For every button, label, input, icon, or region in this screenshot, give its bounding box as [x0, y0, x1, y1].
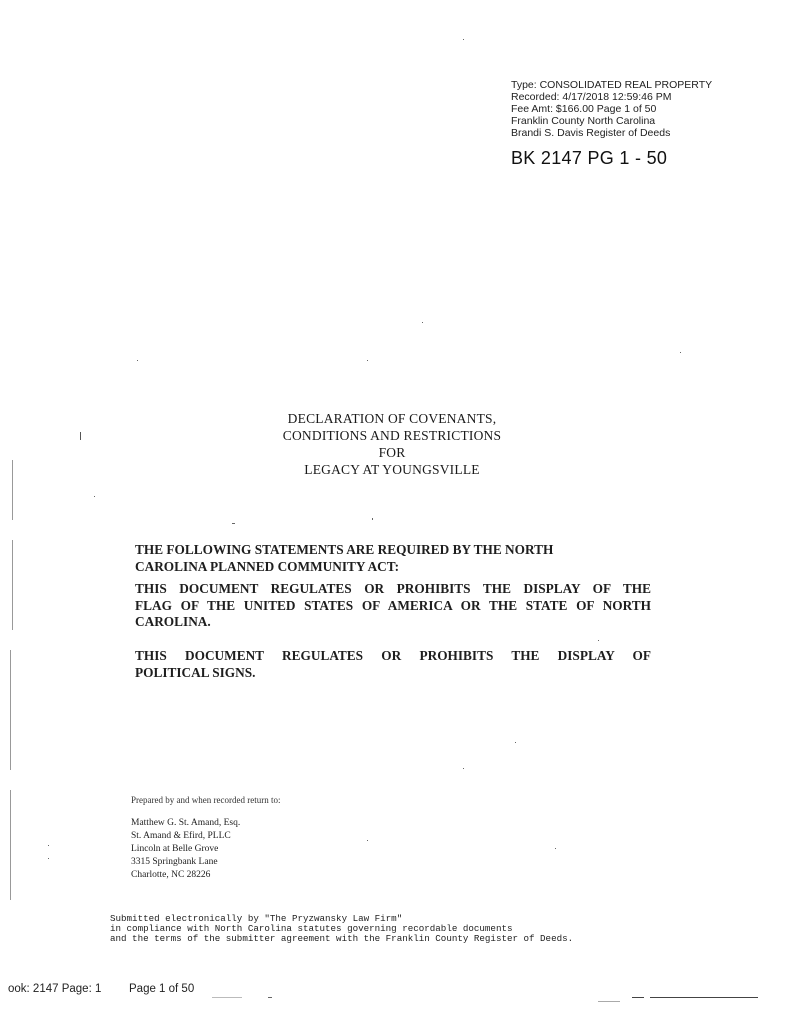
title-line: CONDITIONS AND RESTRICTIONS [282, 428, 502, 443]
scan-edge-line [10, 790, 11, 900]
scan-edge-line [12, 460, 13, 520]
statement-line: CAROLINA PLANNED COMMUNITY ACT: [135, 558, 400, 574]
address-line: Charlotte, NC 28226 [131, 870, 211, 880]
scan-speck [422, 322, 423, 323]
scan-footer-line [632, 997, 644, 998]
required-statements-intro [135, 542, 651, 575]
scan-speck [598, 640, 599, 641]
scan-speck [515, 742, 516, 743]
scan-speck [48, 858, 49, 859]
statement-line: THE FOLLOWING STATEMENTS ARE REQUIRED BY THE NORTH [135, 542, 554, 557]
scan-speck [372, 518, 373, 520]
address-line: Lincoln at Belle Grove [131, 844, 219, 854]
statement-line: FLAG OF THE UNITED STATES OF AMERICA OR THE STATE OF NORTH [135, 597, 651, 613]
scan-speck [232, 523, 235, 524]
flag-statement [135, 581, 651, 631]
scan-speck [598, 1001, 620, 1002]
title-line: FOR [378, 445, 406, 460]
scan-speck [94, 496, 95, 497]
scan-speck [680, 352, 681, 353]
scan-footer-line [650, 997, 758, 998]
statement-line: THIS DOCUMENT REGULATES OR PROHIBITS THE DISPLAY OF [135, 648, 651, 663]
statement-line: CAROLINA. [135, 614, 211, 629]
scan-speck [268, 997, 272, 998]
book-page-reference: BK 2147 PG 1 - 50 [511, 148, 668, 168]
submitter-note [110, 914, 573, 944]
submitter-line: in compliance with North Carolina statutes governing recordable documents [110, 923, 513, 934]
address-line: Matthew G. St. Amand, Esq. [131, 818, 241, 828]
stamp-type: Type: CONSOLIDATED REAL PROPERTY [511, 79, 713, 91]
stamp-register: Brandi S. Davis Register of Deeds [511, 127, 671, 139]
scan-speck [555, 848, 556, 849]
prepared-by-label: Prepared by and when recorded return to: [131, 795, 281, 805]
statement-line: POLITICAL SIGNS. [135, 664, 256, 680]
footer-book-page: ook: 2147 Page: 1 [8, 983, 102, 995]
scan-speck [463, 768, 464, 769]
stamp-county: Franklin County North Carolina [511, 115, 656, 127]
stamp-fee: Fee Amt: $166.00 Page 1 of 50 [511, 103, 657, 115]
address-line: 3315 Springbank Lane [131, 857, 218, 867]
submitter-line: Submitted electronically by "The Pryzwansky Law Firm" [110, 913, 403, 924]
scan-edge-line [12, 540, 13, 630]
statement-line: THIS DOCUMENT REGULATES OR PROHIBITS THE DISPLAY OF THE [135, 581, 651, 596]
scan-speck [367, 840, 368, 841]
return-address [131, 817, 240, 882]
address-line: St. Amand & Efird, PLLC [131, 831, 231, 841]
scan-speck [367, 360, 368, 361]
political-signs-statement [135, 648, 651, 681]
footer-page-of: Page 1 of 50 [129, 983, 195, 995]
title-line: LEGACY AT YOUNGSVILLE [304, 462, 480, 477]
submitter-line: and the terms of the submitter agreement with the Franklin County Register of Deeds. [110, 933, 574, 944]
scan-speck [48, 845, 49, 846]
title-line: DECLARATION OF COVENANTS, [287, 411, 497, 426]
scan-speck [137, 360, 138, 361]
scan-edge-line [80, 432, 81, 440]
scan-speck [463, 39, 464, 40]
scan-speck [212, 997, 242, 998]
recording-stamp [511, 79, 712, 139]
stamp-recorded: Recorded: 4/17/2018 12:59:46 PM [511, 91, 672, 103]
document-title [190, 410, 594, 478]
scan-edge-line [10, 650, 11, 770]
